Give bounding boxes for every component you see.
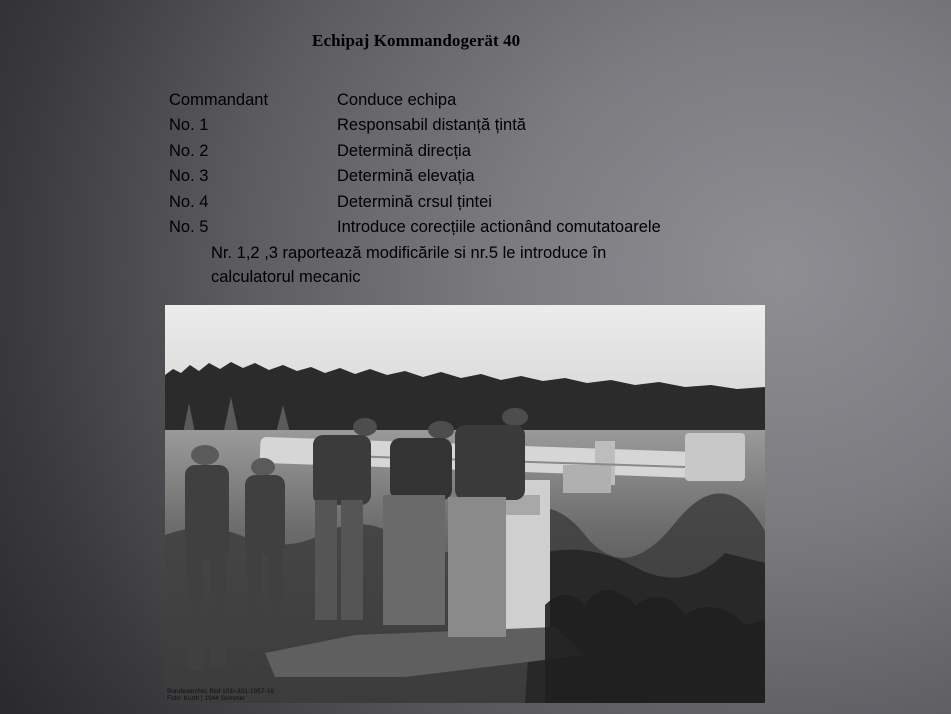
slide-title: Echipaj Kommandogerät 40 bbox=[312, 31, 521, 50]
crew-role-description: Introduce corecțiile actionând comutatoarele bbox=[337, 217, 661, 236]
photo-credit-line: Foto: Kurth | 1944 Sommer bbox=[167, 695, 246, 702]
crew-note bbox=[211, 241, 681, 289]
crew-role-key: No. 5 bbox=[169, 217, 209, 236]
crew-role-key: No. 4 bbox=[169, 192, 209, 211]
crew-note-line: calculatorul mecanic bbox=[211, 268, 361, 286]
crew-note-line: Nr. 1,2 ,3 raportează modificările si nr.5 le introduce în bbox=[211, 244, 607, 262]
photo-illustration bbox=[165, 305, 765, 703]
crew-role-description: Determină crsul țintei bbox=[337, 192, 492, 211]
crew-role-description: Determină direcția bbox=[337, 141, 471, 160]
crew-role-description: Responsabil distanță țintă bbox=[337, 116, 526, 135]
crew-role-key: Commandant bbox=[169, 91, 269, 109]
crew-role-key: No. 2 bbox=[169, 141, 209, 160]
crew-role-description: Determină elevația bbox=[337, 167, 475, 186]
crew-role-description: Conduce echipa bbox=[337, 91, 457, 109]
photo-credit-line: Bundesarchiv, Bild 101I-301-1957-16 bbox=[167, 688, 274, 695]
photo-credit bbox=[167, 688, 274, 702]
archival-photo bbox=[165, 305, 765, 703]
crew-role-key: No. 3 bbox=[169, 167, 209, 186]
crew-role-key: No. 1 bbox=[169, 116, 209, 135]
